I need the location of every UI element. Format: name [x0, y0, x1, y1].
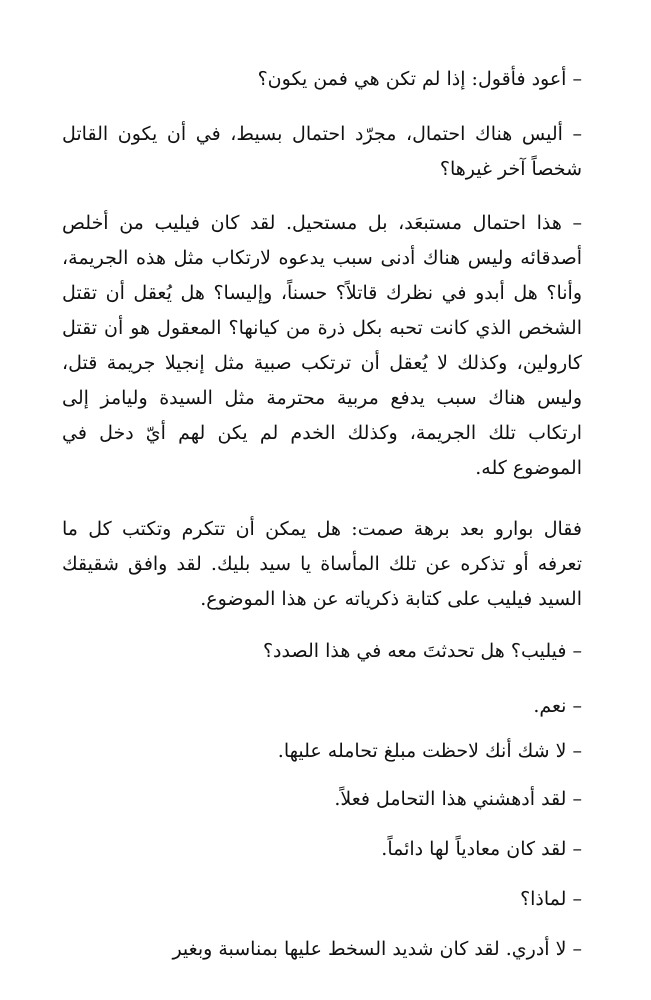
dialogue-line: – لقد كان معادياً لها دائماً.: [381, 838, 582, 860]
dialogue-line: – لا أدري. لقد كان شديد السخط عليها بمناسبة وبغير: [172, 938, 582, 960]
dialogue-line: – لماذا؟: [520, 888, 582, 910]
dialogue-line: – لا شك أنك لاحظت مبلغ تحامله عليها.: [277, 740, 582, 762]
dialogue-line: – أعود فأقول: إذا لم تكن هي فمن يكون؟: [257, 68, 582, 90]
dialogue-line: – فيليب؟ هل تحدثتَ معه في هذا الصدد؟: [262, 640, 582, 662]
dialogue-line: – أليس هناك احتمال، مجرّد احتمال بسيط، في أن يكون القاتل شخصاً آخر غيرها؟: [62, 123, 582, 180]
dialogue-paragraph: – هذا احتمال مستبعَد، بل مستحيل. لقد كان فيليب من أخلص أصدقائه وليس هناك أدنى سبب يدعوه لارتكاب مثل هذه الجريمة، وأنا؟ هل أبدو في نظرك قاتلاً؟ حسناً، وإليسا؟ هل يُعقل أن تقتل الشخص الذي كانت تحبه بكل ذرة من كيانها؟ المعقول هو أن تقتل كارولين، وكذلك لا يُعقل أن ترتكب صبية مثل إنجيلا جريمة قتل، وليس هناك سبب يدفع مربية محترمة مثل السيدة وليامز إلى ارتكاب تلك الجريمة، وكذلك الخدم لم يكن لهم أيّ دخل في الموضوع كله.: [62, 212, 583, 479]
narration-paragraph: فقال بوارو بعد برهة صمت: هل يمكن أن تتكرم وتكتب كل ما تعرفه أو تذكره عن تلك المأساة يا سيد بليك. لقد وافق شقيقك السيد فيليب على كتابة ذكرياته عن هذا الموضوع.: [62, 518, 582, 610]
dialogue-line: – لقد أدهشني هذا التحامل فعلاً.: [334, 788, 582, 810]
dialogue-line: – نعم.: [533, 695, 582, 717]
